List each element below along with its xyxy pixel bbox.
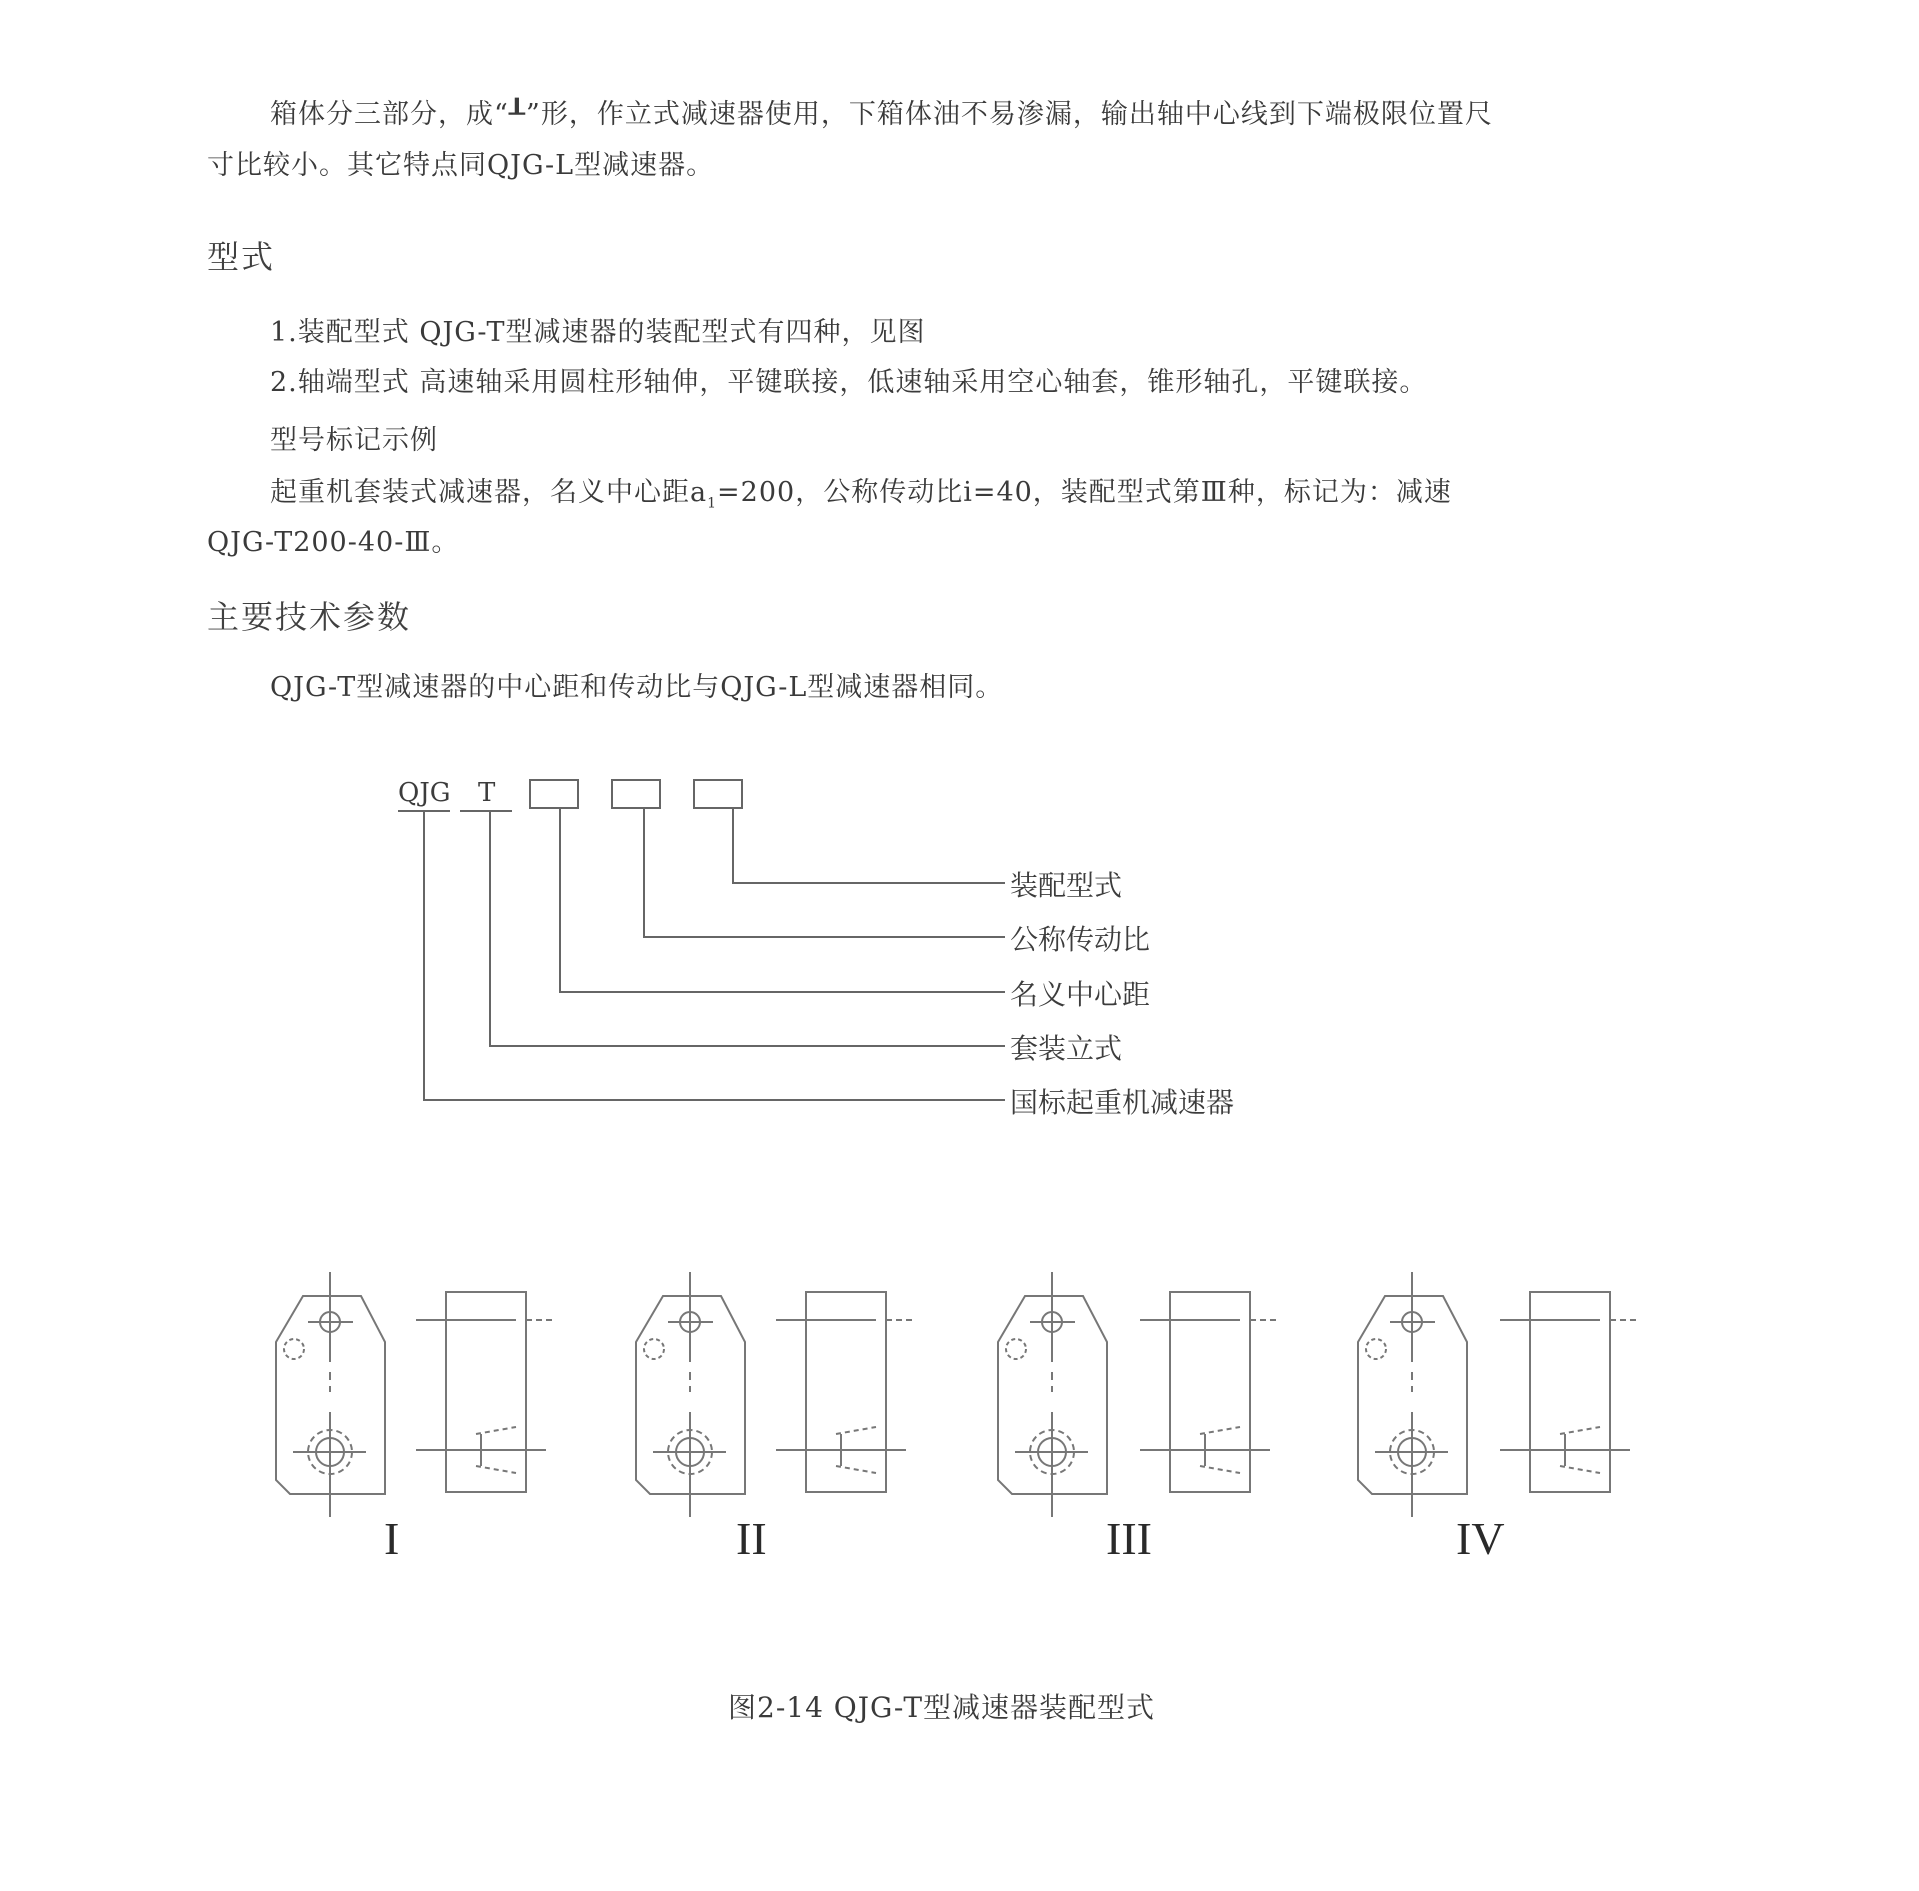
section-heading-type: 型式	[207, 238, 276, 276]
section-heading-params: 主要技术参数	[207, 598, 412, 636]
type-item-1: 1.装配型式 QJG-T型减速器的装配型式有四种，见图	[270, 317, 926, 348]
code-label-assembly: 装配型式	[1010, 869, 1123, 902]
code-prefix: QJG	[398, 778, 451, 808]
example-title: 型号标记示例	[270, 425, 438, 456]
figure-caption: 图2-14 QJG-T型减速器装配型式	[728, 1691, 1156, 1724]
code-label-ratio: 公称传动比	[1010, 923, 1151, 956]
type-item-2: 2.轴端型式 高速轴采用圆柱形轴伸，平键联接，低速轴采用空心轴套，锥形轴孔，平键联接。	[270, 367, 1428, 398]
code-label-center-distance: 名义中心距	[1010, 978, 1151, 1011]
intro-line-1: 箱体分三部分，成“┸”形，作立式减速器使用，下箱体油不易渗漏，输出轴中心线到下端极限位置尺	[270, 99, 1493, 130]
code-label-standard-reducer: 国标起重机减速器	[1010, 1086, 1235, 1119]
variant-label-4: IV	[1456, 1513, 1505, 1564]
code-type-letter: T	[478, 778, 496, 808]
params-text: QJG-T型减速器的中心距和传动比与QJG-L型减速器相同。	[270, 672, 1004, 703]
example-line-1-a: 起重机套装式减速器，名义中心距a	[270, 477, 708, 508]
variant-label-1: I	[384, 1513, 400, 1564]
variant-label-2: II	[736, 1513, 767, 1564]
code-label-mount-type: 套装立式	[1010, 1032, 1123, 1065]
example-line-1-b: =200，公称传动比i=40，装配型式第Ⅲ种，标记为：减速	[717, 477, 1452, 508]
example-line-2: QJG-T200-40-Ⅲ。	[207, 527, 460, 558]
intro-line-2: 寸比较小。其它特点同QJG-L型减速器。	[207, 150, 715, 181]
variant-label-3: III	[1106, 1513, 1152, 1564]
example-line-1-sub: 1	[707, 495, 718, 512]
